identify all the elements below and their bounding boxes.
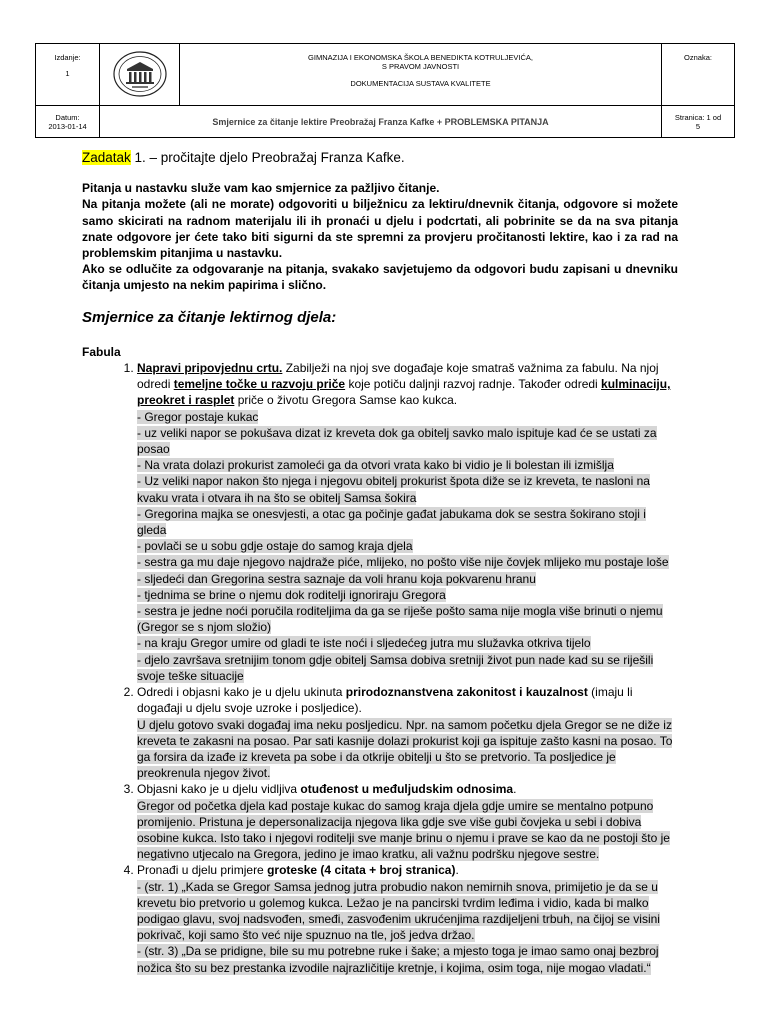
- q4-quote: - (str. 3) „Da se pridigne, bile su mu potrebne ruke i šake; a mjesto toga je imao samo onaj bezbroj nožica što su bez prestanka izvodile najrazličitije kretnje, i kojima, osim toga, nije mogao vladati.“: [137, 944, 659, 975]
- stranica-label: Stranica: 1 od: [674, 112, 722, 122]
- q4-part-a: Pronađi u djelu primjere: [137, 863, 268, 878]
- oznaka-label: Oznaka:: [684, 53, 712, 62]
- school-info-cell: [180, 44, 662, 106]
- task-text: 1. – pročitajte djelo Preobražaj Franza Kafke.: [130, 150, 405, 165]
- q3-part-b: otuđenost u međuljudskim odnosima: [300, 782, 514, 797]
- q1-part-f: priče o životu Gregora Samse kao kukca.: [234, 393, 458, 408]
- q1-answer-line: - na kraju Gregor umire od gladi te iste noći i sljedećeg jutra mu služavka otkriva tijelo: [137, 636, 591, 651]
- izdanje-label: Izdanje:: [54, 53, 81, 62]
- stranica-total: 5: [695, 121, 701, 131]
- intro-p2: Na pitanja možete (ali ne morate) odgovoriti u bilježnicu za lektiru/dnevnik čitanja, odgovore si možete samo skicirati na radnom materijalu ili ih pronaći u djelu i podcrtati, ali pobrinite se da na sva pitanja znate odgovore jer ćete tako biti sigurni da ste spremni za provjeru pročitanosti lektire, kao i za rad na problemskim pitanjima u nastavku.: [82, 197, 678, 261]
- q1-answer-line: - sestra je jedne noći poručila roditeljima da ga se riješe pošto sama nije mogla više brinuti o njemu (Gregor se s njom složio): [137, 604, 663, 635]
- question-4: [137, 862, 678, 975]
- school-logo: [112, 50, 168, 98]
- q3-part-a: Objasni kako je u djelu vidljiva: [137, 782, 301, 797]
- task-word: Zadatak: [82, 150, 131, 165]
- doc-subject-cell: [100, 106, 662, 138]
- q1-part-e: kulminaciju, preokret i rasplet: [137, 377, 671, 408]
- intro-p1: Pitanja u nastavku služe vam kao smjernice za pažljivo čitanje.: [82, 181, 440, 196]
- q4-part-c: .: [455, 863, 459, 878]
- task-heading: [82, 150, 678, 166]
- school-name-line2: S PRAVOM JAVNOSTI: [381, 62, 460, 71]
- q1-part-b: Zabilježi na njoj sve događaje koje smatraš važnima za fabulu. Na njoj odredi: [137, 361, 659, 392]
- school-logo-cell: [100, 44, 180, 106]
- q1-part-d: koje potiču daljnji razvoj radnje. Također odredi: [345, 377, 602, 392]
- q1-answer-line: - uz veliki napor se pokušava dizat iz kreveta dok ga obitelj savko malo ispituje kad će se ustati za posao: [137, 425, 657, 457]
- datum-label: Datum:: [55, 112, 80, 122]
- q4-quote: - (str. 1) „Kada se Gregor Samsa jednog jutra probudio nakon nemirnih snova, primijetio je da se u krevetu bio pretvorio u golemog kukca. Ležao je na pancirski tvrdim leđima i vidio, kada bi malko podigao glavu, svoj nadsvođen, smeđi, zasvođenim ukrućenjima razdijeljeni trbuh, na čijoj se visini pokrivač, koji samo što već nije spuznuo na tle, još jedva držao.: [137, 879, 660, 943]
- intro-p3: Ako se odlučite za odgovaranje na pitanja, svakako savjetujemo da odgovori budu zapisani u dnevniku čitanja umjesto na nekim papirima i slično.: [82, 262, 678, 293]
- question-3: [137, 781, 678, 862]
- oznaka-cell: [662, 44, 735, 106]
- section-title-fabula: Fabula: [82, 344, 121, 359]
- izdanje-cell: [36, 44, 100, 106]
- q1-part-a: Napravi pripovjednu crtu.: [137, 361, 283, 376]
- q2-answer: U djelu gotovo svaki događaj ima neku posljedicu. Npr. na samom početku djela Gregor se ne diže iz kreveta te zakasni na posao. Par sati kasnije dolazi prokurist koji ga ispituje zašto kasni na posao. To ga forsira da izađe iz kreveta pa sobe i da otkrije obitelji u što se pretvorio. Ta posljedice je preokrenula njegov život.: [137, 717, 673, 781]
- q1-answer-line: - tjednima se brine o njemu dok roditelji ignoriraju Gregora: [137, 587, 446, 602]
- question-2: [137, 684, 678, 781]
- question-1: [137, 360, 678, 684]
- izdanje-value: 1: [65, 69, 70, 78]
- q3-answer: Gregor od početka djela kad postaje kukac do samog kraja djela gdje umire se mentalno potpuno promijenio. Pristuna je depersonalizacija njegova lika gdje sve više gubi čovjeka u sebi i dobiva osobine kukca. Isto tako i njegovi roditelji sve manje brinu o njemu i prave se kao da ne postoji što je negativno utjecalo na Gregora, jedino je imao kratku, ali važnu podršku njegove sestre.: [137, 798, 670, 862]
- doc-title: DOKUMENTACIJA SUSTAVA KVALITETE: [350, 79, 491, 88]
- datum-cell: [36, 106, 100, 138]
- stranica-cell: [662, 106, 735, 138]
- guidelines-subheading: Smjernice za čitanje lektirnog djela:: [82, 308, 337, 326]
- q2-part-b: prirodoznanstvena zakonitost i kauzalnost: [345, 685, 588, 700]
- q1-answer-line: - povlači se u sobu gdje ostaje do samog kraja djela: [137, 539, 413, 554]
- q2-part-a: Odredi i objasni kako je u djelu ukinuta: [137, 685, 346, 700]
- datum-value: 2013-01-14: [48, 121, 87, 131]
- doc-subject: Smjernice za čitanje lektire Preobražaj Franza Kafke + PROBLEMSKA PITANJA: [212, 116, 549, 127]
- q1-answer-line: - Uz veliki napor nakon što njega i njegovu obitelj prokurist špota diže se iz kreveta, te nasloni na kvaku vrata i otvara ih na što se obitelj Samsa šokira: [137, 474, 650, 505]
- document-header: [35, 43, 735, 138]
- q1-answer-line: - sestra ga mu daje njegovo najdraže piće, mlijeko, no pošto više nije čovjek mlijeko mu postaje loše: [137, 555, 669, 570]
- question-list: [82, 360, 678, 976]
- q3-part-c: .: [513, 782, 517, 797]
- q1-answer-line: - Gregorina majka se onesvjesti, a otac ga počinje gađat jabukama dok se sestra šokirano stoji i gleda: [137, 506, 646, 538]
- q1-part-c: temeljne točke u razvoju priče: [173, 377, 346, 392]
- q1-answer-line: - sljedeći dan Gregorina sestra saznaje da voli hranu koja pokvarenu hranu: [137, 571, 536, 586]
- q2-part-c: (imaju li događaji u djelu svoje uzroke i posljedice).: [137, 685, 633, 716]
- q1-answer-line: - Na vrata dolazi prokurist zamoleći ga da otvori vrata kako bi vidio je li bolestan ili izmišlja: [137, 458, 614, 473]
- q4-part-b: groteske (4 citata + broj stranica): [267, 863, 456, 878]
- school-name-line1: GIMNAZIJA I EKONOMSKA ŠKOLA BENEDIKTA KOTRULJEVIĆA,: [308, 53, 533, 62]
- document-body: [82, 150, 678, 976]
- q1-answer-line: - djelo završava sretnijim tonom gdje obitelj Samsa dobiva sretniji život pun nade kad su se riješili svoje teške situacije: [137, 652, 654, 683]
- q1-answer-line: - Gregor postaje kukac: [137, 409, 259, 424]
